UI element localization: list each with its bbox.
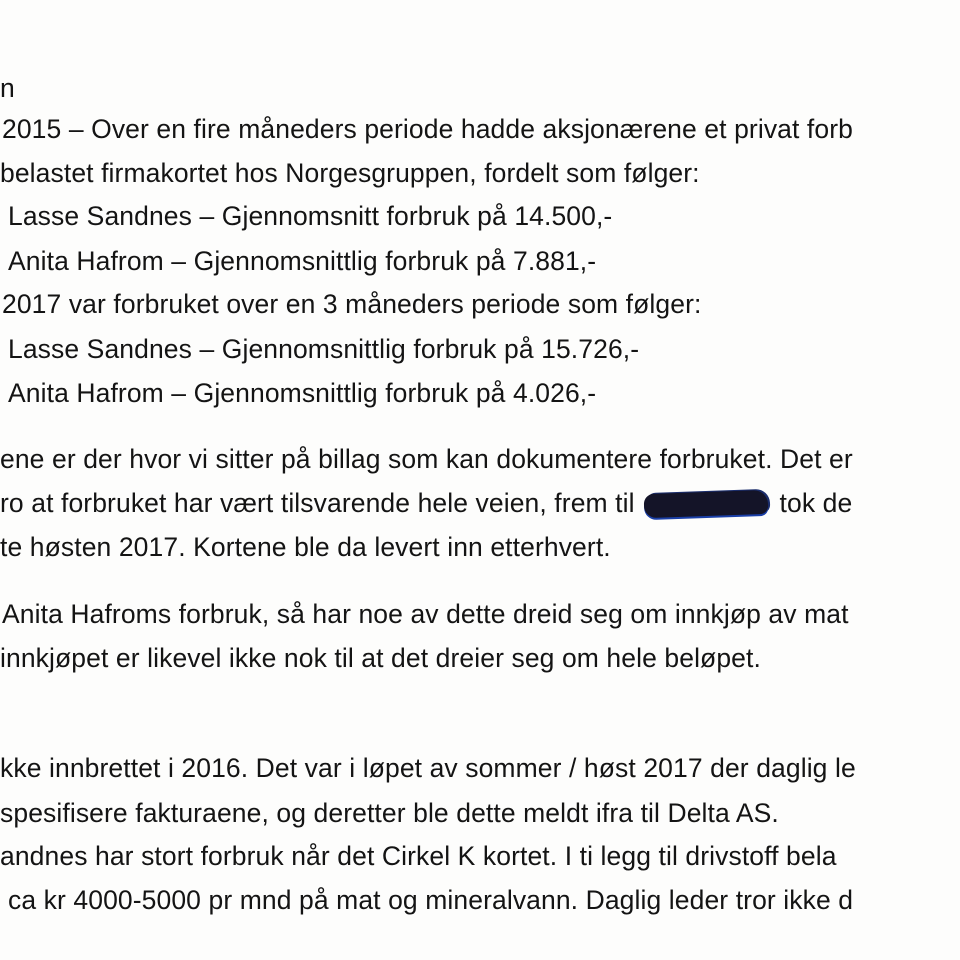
text-line: n [0, 73, 15, 103]
text-line: andnes har stort forbruk når det Cirkel K kortet. I ti legg til drivstoff bela [0, 841, 837, 871]
text-line: spesifisere fakturaene, og deretter ble dette meldt ifra til Delta AS. [0, 798, 779, 828]
list-item: Anita Hafrom – Gjennomsnittlig forbruk på 7.881,- [8, 246, 597, 276]
text-line: belastet firmakortet hos Norgesgruppen, fordelt som følger: [0, 158, 700, 188]
text-line: 2017 var forbruket over en 3 måneders periode som følger: [2, 289, 702, 319]
text-line: ca kr 4000-5000 pr mnd på mat og mineralvann. Daglig leder tror ikke d [8, 885, 854, 915]
list-item: Anita Hafrom – Gjennomsnittlig forbruk på 4.026,- [8, 378, 597, 408]
text-segment: tok de [779, 488, 853, 518]
text-line-with-redaction [0, 487, 852, 519]
text-line: innkjøpet er likevel ikke nok til at det dreier seg om hele beløpet. [0, 643, 761, 673]
text-line: ene er der hvor vi sitter på billag som kan dokumentere forbruket. Det er [0, 444, 853, 474]
text-line: te høsten 2017. Kortene ble da levert inn etterhvert. [0, 532, 611, 562]
text-line: Anita Hafroms forbruk, så har noe av dette dreid seg om innkjøp av mat [2, 599, 849, 629]
list-item: Lasse Sandnes – Gjennomsnitt forbruk på 14.500,- [8, 201, 613, 231]
text-segment: ro at forbruket har vært tilsvarende hele veien, frem til [0, 488, 635, 518]
text-line: 2015 – Over en fire måneders periode hadde aksjonærene et privat forb [2, 114, 853, 144]
text-line: kke innbrettet i 2016. Det var i løpet av sommer / høst 2017 der daglig le [0, 753, 856, 783]
list-item: Lasse Sandnes – Gjennomsnittlig forbruk på 15.726,- [8, 334, 640, 364]
redaction-mark [644, 490, 769, 518]
